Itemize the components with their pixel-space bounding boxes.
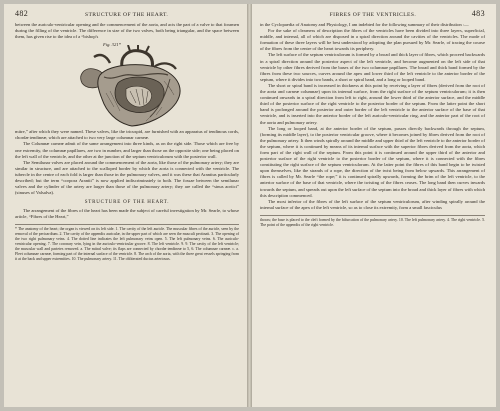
figure-block	[15, 42, 239, 128]
footnote-left: * The anatomy of the heart; the organ is viewed on its left side. 1. The cavity of the left auricle. The muscular fibres of the auricle, seen by the removal of the pericardium. 2. The cavity of the appendix auriculæ, in the upper part of which are seen the musculi pectinati. 3. The opening of the two right pulmonary veins. 4. The dotted line indicates the left pulmonary veins open. 5. The left pulmonary veins. 6. The auriculo-ventricular opening. 7. The coronary vein, lying in the auriculo-ventricular groove. 8. The left ventricle. 9. 9. The cavity of the left ventricle; the muscular wall and parietes removed. a. The mitral valve; its flaps are connected by chordæ tendineæ to 5, 6. The columnae carneæ. c. a. Fleet columnae carneæ, forming part of the internal surface of the ventricle. 8. The arch of the aorta, with the three great vessels springing from it at the back and upper extremities. 10. The pulmonary artery. 11. The obliterated ductus arteriosus.	[15, 224, 239, 263]
left-page-header	[15, 9, 239, 18]
fibres-intro-paragraph: The arrangement of the fibres of the heart has been made the subject of careful investigation by Mr. Searle, to whose article, “Fibres of the Heart,”	[15, 208, 239, 220]
columnae-carneae-paragraph: The Columnæ carneæ admit of the same arrangement into three kinds, as on the right side. Those which are free by one extremity, the columnæ papillares, are two in number, and larger than those on the opposite side; one being placed on the left wall of the ventricle, and the other at the junction of the septum ventriculorum with the posterior wall.	[15, 141, 239, 159]
footnote-right: thorax; the base is placed to the cleft formed by the bifurcation of the pulmonary artery. 10. The left pulmonary artery. 4. The right ventricle. 5. The point of the appendix of the right ventricle.	[260, 215, 485, 228]
semilunar-valves-paragraph: The Semilunar valves are placed around the commencement of the aorta, like those of the pulmonary artery; they are similar in structure, and are attached to the scalloped border by which the aorta is connected with the ventricle. The tubercle in the centre of each fold is larger than those in the pulmonary valves, and it was these that Arantius particularly described; but the term “corpora Arantii” is now applied indiscriminately to both. The fossae between the semilunar valves and the cylinder of the artery are larger than those of the pulmonary artery; they are called the “sinus aortici” (sinuses of Valsalva).	[15, 159, 239, 196]
inferior-fibres-paragraph: The most inferior of the fibres of the left surface of the septum ventriculorum, after winding spirally around the internal surface of the apex of the left ventricle, so as to close its extremity, form a small fasciculus	[260, 198, 485, 210]
section-heading: STRUCTURE OF THE HEART.	[84, 200, 170, 206]
summary-intro-paragraph: in the Cyclopaedia of Anatomy and Physiology, I am indebted for the following summary of their distribution :—	[260, 22, 469, 27]
figure-label: Fig. 321*	[103, 42, 121, 48]
page-number-left: 482	[15, 9, 29, 18]
heart-illustration-icon	[70, 45, 192, 127]
page-number-right: 483	[471, 9, 485, 18]
intro-text: between the auriculo-ventricular opening and the commencement of the aorta, and acts the part of a valve to that foramen during the filling of the ventricle. The difference in size of the two valves, both being triangular, and the space between them, has given rise to the idea of a “bishop's	[15, 22, 239, 40]
running-head-left: STRUCTURE OF THE HEART.	[84, 12, 169, 18]
long-looped-band-paragraph: The long or looped band, at the anterior border of the septum, passes directly backwards through the septum, (forming its middle layer), to the posterior ventricular groove, where it becomes joined by fibres derived from the root of the pulmonary artery. It then winds spirally around the middle and upper third of the left ventricle to the anterior border of the septum, where it is continued by means of its internal surface with the superior fibres derived from the aorta, which form part of the right wall of the septum. From this point it is continued around the upper third of the anterior and posterior surface of the right ventricle to the posterior border of the septum, where it is connected with the fibres constituting the right surface of the septum ventriculorum. At the latter point the fibres of this band begin to be twisted upon themselves, like the strands of a rope, the direction of the twist being from below upwards. This arrangement of fibres is called by Mr. Searle “the rope;” it is continued spirally upwards, forming the brim of the left ventricle, to the anterior surface of the base of that ventricle, where the twisting of the fibres ceases. The long band then curves inwards towards the septum, and spreads out upon the left surface of the septum into the broad and thick layer of fibres with which this description commenced.	[260, 125, 485, 198]
running-head-right: FIBRES OF THE VENTRICLES.	[329, 12, 417, 18]
right-page-header	[260, 9, 485, 18]
short-spiral-band-paragraph: The short or spiral band is increased in thickness at this point by receiving a layer of fibres (derived from the root of the aorta and carneæ columnae) upon its internal surface, from the right surface of the septum ventriculorum; it is then continued onwards in a spiral direction from left to right, around the lower third of the anterior surface, and the middle third of the posterior surface of the right ventricle to the posterior border of the septum. From the latter point the short band is prolonged around the posterior and outer border of the left ventricle to the anterior surface of the base of that ventricle, and is inserted into the anterior border of the left auriculo-ventricular ring, and the anterior part of the root of the aorta and pulmonary artery.	[260, 82, 485, 125]
left-page	[4, 4, 247, 407]
layers-paragraph: For the sake of clearness of description the fibres of the ventricles have been divided into three layers, superficial, middle, and internal, all of which are disposed in a spiral direction around the cavities of the ventricles. The mode of formation of these three layers will be best understood by adopting the plan pursued by Mr. Searle, of tracing the course of the fibres from the centre of the heart towards its periphery.	[260, 28, 485, 52]
right-page	[252, 4, 496, 407]
septum-left-surface-paragraph: The left surface of the septum ventriculorum is formed by a broad and thick layer of fibres, which proceed backwards in a spiral direction around the posterior aspect of the left ventricle, and become augmented on the left side of that ventricle by other fibres derived from the bases of the two columnae papillares. The broad and thick band formed by the fibres from these two sources, curves around the apex and lower third of the left ventricle to the anterior border of the septum, where it divides into two bands, a short or spiral band, and a long or looped band.	[260, 52, 485, 82]
after-figure-text: mitre,” after which they were named. These valves, like the tricuspid, are furnished with an apparatus of tendinous cords, chordæ tendineæ, which are attached to two very large columnar carneæ.	[15, 129, 239, 141]
